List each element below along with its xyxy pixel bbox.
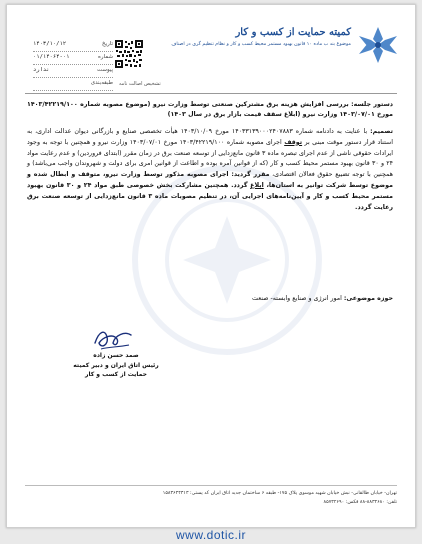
signer-org: حمایت از کسب و کار xyxy=(85,371,147,378)
header-divider xyxy=(25,93,397,94)
signer-block xyxy=(71,351,161,380)
meta-attachment-label: پیوست xyxy=(96,67,113,73)
subject-area xyxy=(252,295,393,302)
meta-date-label: تاریخ xyxy=(102,41,113,47)
decision-part-1: با عنایت به دادنامه شماره ۱۴۰۳۳۱۳۹۰۰۰۲۴۰۷۸۸۳ مورخ ۱۴۰۳/۱۰/۰۹ هیأت تخصصی صنایع و بازرگانی دیوان عدالت اداری، به استناد قرار دستور موقت مبنی بر xyxy=(27,128,393,146)
meta-classification xyxy=(33,80,113,91)
letter-footer xyxy=(25,489,397,507)
decision-label: تصمیم: xyxy=(370,128,393,135)
committee-logo xyxy=(355,25,401,65)
letter-meta xyxy=(33,41,113,93)
subject-area-label: حوزه موضوعی: xyxy=(343,295,393,302)
meta-date-value: ۱۴۰۳/۱۰/۱۲ xyxy=(33,41,67,47)
website-link[interactable]: www.dotic.ir xyxy=(175,528,246,542)
signature xyxy=(91,323,135,353)
decision-stop-word: توقف xyxy=(284,138,303,146)
meta-classification-label: طبقه‌بندی xyxy=(90,80,113,86)
signer-name: صمد حسن زاده xyxy=(93,352,139,359)
decision-part-2: اجرای مصوبه شماره ۱۴۰۳/۴۲۲۱۹/۱۰۰ مورخ ۱۴۰۳/۰۷/۰۱ وزارت نیرو و همچنین با توجه به وجود ایرادات حقوقی ناشی از عدم اجرای تبصره ماده ۳ قانون مانع‌زدایی از توسعه صنعت برق در زمان مقرر (ابتدای فروردین) و عدم رعایت مواد ۲۴ و ۳۰ قانون بهبود مستمر محیط کسب و کار (که از قوانین آمره بوده و اطاعت از قوانین امری برای دولت و شهروندان واجب می‌باشد) و همچنین با توجه تضییع حقوق فعالان اقتصادی، xyxy=(27,138,393,179)
signer-title: رئیس اتاق ایران و دبیر کمیته xyxy=(73,361,159,369)
org-subtitle: موضوع بند ب ماده ۱۰ قانون بهبود مستمر محیط کسب و کار و نظام تنظیم گری در اصناف xyxy=(171,42,351,47)
decision-ruling: مقرر گردید: اجرای مصوبه مذکور توسط وزارت نیرو، متوقف و ابطال شده و موضوع توسط شرکت توانیر به استان‌ها، xyxy=(27,171,393,189)
footer-divider xyxy=(25,485,397,486)
subject-area-value: امور انرژی و صنایع وابسته- صنعت xyxy=(252,295,344,302)
meta-number-label: شماره xyxy=(97,54,113,60)
qr-code[interactable] xyxy=(115,40,143,68)
letter-page xyxy=(6,4,416,528)
meta-number xyxy=(33,54,113,65)
footer-address: تهران- خیابان طالقانی- نبش خیابان شهید موسوی پلاک ۱۷۵- طبقه ۶ ساختمان جدید اتاق ایران کد پستی: ۱۵۸۳۶۴۴۳۱۳ xyxy=(162,491,397,496)
decision-notify-word: ابلاغ xyxy=(250,181,264,189)
meta-number-value: ۰۱/۱۴۰۶۴-۰۱ xyxy=(33,54,70,60)
meta-attachment xyxy=(33,67,113,78)
meta-date xyxy=(33,41,113,52)
meta-attachment-value: ندارد xyxy=(33,67,50,73)
qr-caption: تشخیص اصالت نامه xyxy=(119,81,161,87)
decision-ruling-2: گردد. همچنین مشارکت بخش خصوصی طبق مواد ۲۴ و ۳۰ قانون بهبود مستمر محیط کسب و کار و آیین‌نامه‌های اجرایی آن، در تنظیم مصوبات ماده ۳ قانون مانع‌زدایی از توسعه صنعت برق رعایت گردد. xyxy=(27,181,393,211)
decision-text xyxy=(27,127,393,213)
agenda-subject: دستور جلسه: بررسی افزایش هزینه برق مشترکین صنعتی توسط وزارت نیرو (موضوع مصوبه شماره ۱۴۰۳/۴۲۲۱۹/۱۰۰ مورخ ۱۴۰۳/۰۷/۰۱ وزارت نیرو (ابلاغ سقف قیمت بازار برق در سال ۱۴۰۳) xyxy=(27,101,393,118)
footer-contact: تلفن: ۸۸۳۴۶۸۰-۸۸ فکس: ۸۵۷۳۲۶۹۰ xyxy=(323,500,397,505)
org-block xyxy=(171,27,351,47)
org-name: کمیته حمایت از کسب و کار xyxy=(235,27,351,38)
